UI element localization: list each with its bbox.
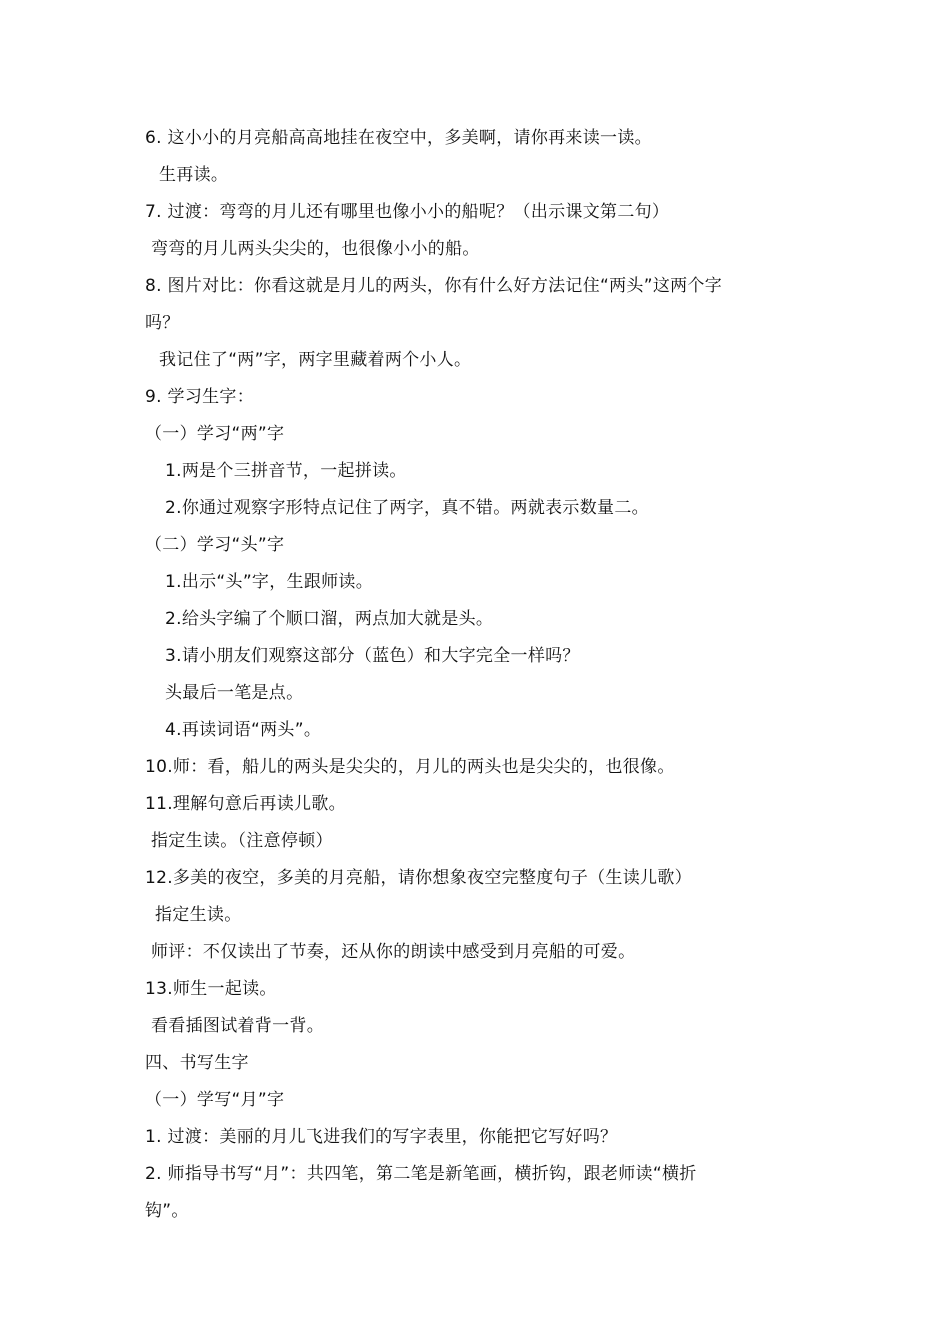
write-step-2-continuation-line: 钩”。: [145, 1201, 189, 1221]
text-sentence-line: 弯弯的月儿两头尖尖的，也很像小小的船。: [151, 239, 480, 259]
step-8-continuation-line: 吗？: [145, 313, 180, 333]
tou-item-1: 1.出示“头”字，生跟师读。: [165, 572, 374, 592]
section-learn-tou-heading: （二）学习“头”字: [145, 535, 285, 555]
step-6-line: 6. 这小小的月亮船高高地挂在夜空中，多美啊，请你再来读一读。: [145, 128, 652, 148]
step-12-line: 12.多美的夜空，多美的月亮船，请你想象夜空完整度句子（生读儿歌）: [145, 868, 692, 888]
liang-item-1: 1.两是个三拼音节，一起拼读。: [165, 461, 407, 481]
section-learn-liang-heading: （一）学习“两”字: [145, 424, 285, 444]
tou-item-4: 4.再读词语“两头”。: [165, 720, 322, 740]
write-step-1-line: 1. 过渡：美丽的月儿飞进我们的写字表里，你能把它写好吗？: [145, 1127, 618, 1147]
liang-item-2: 2.你通过观察字形特点记住了两字，真不错。两就表示数量二。: [165, 498, 649, 518]
step-8-line: 8. 图片对比：你看这就是月儿的两头，你有什么好方法记住“两头”这两个字: [145, 276, 723, 296]
teacher-comment-line: 师评：不仅读出了节奏，还从你的朗读中感受到月亮船的可爱。: [151, 942, 636, 962]
step-13-line: 13.师生一起读。: [145, 979, 277, 999]
designated-reading-line: 指定生读。: [155, 905, 242, 925]
tou-item-2: 2.给头字编了个顺口溜，两点加大就是头。: [165, 609, 494, 629]
step-11-line: 11.理解句意后再读儿歌。: [145, 794, 346, 814]
write-step-2-line: 2. 师指导书写“月”：共四笔，第二笔是新笔画，横折钩，跟老师读“横折: [145, 1164, 697, 1184]
document-body: [145, 120, 815, 1230]
student-reads-again-line: 生再读。: [159, 165, 229, 185]
step-9-line: 9. 学习生字：: [145, 387, 255, 407]
step-7-line: 7. 过渡：弯弯的月儿还有哪里也像小小的船呢？（出示课文第二句）: [145, 202, 670, 222]
tou-item-3: 3.请小朋友们观察这部分（蓝色）和大字完全一样吗？: [165, 646, 580, 666]
section-write-yue-heading: （一）学写“月”字: [145, 1090, 285, 1110]
section-4-heading: 四、书写生字: [145, 1053, 249, 1073]
step-10-line: 10.师：看，船儿的两头是尖尖的，月儿的两头也是尖尖的，也很像。: [145, 757, 675, 777]
remember-liang-line: 我记住了“两”字，两字里藏着两个小人。: [159, 350, 472, 370]
designated-reading-pause-line: 指定生读。（注意停顿）: [151, 831, 333, 851]
recite-line: 看看插图试着背一背。: [151, 1016, 324, 1036]
tou-last-stroke-line: 头最后一笔是点。: [165, 683, 304, 703]
